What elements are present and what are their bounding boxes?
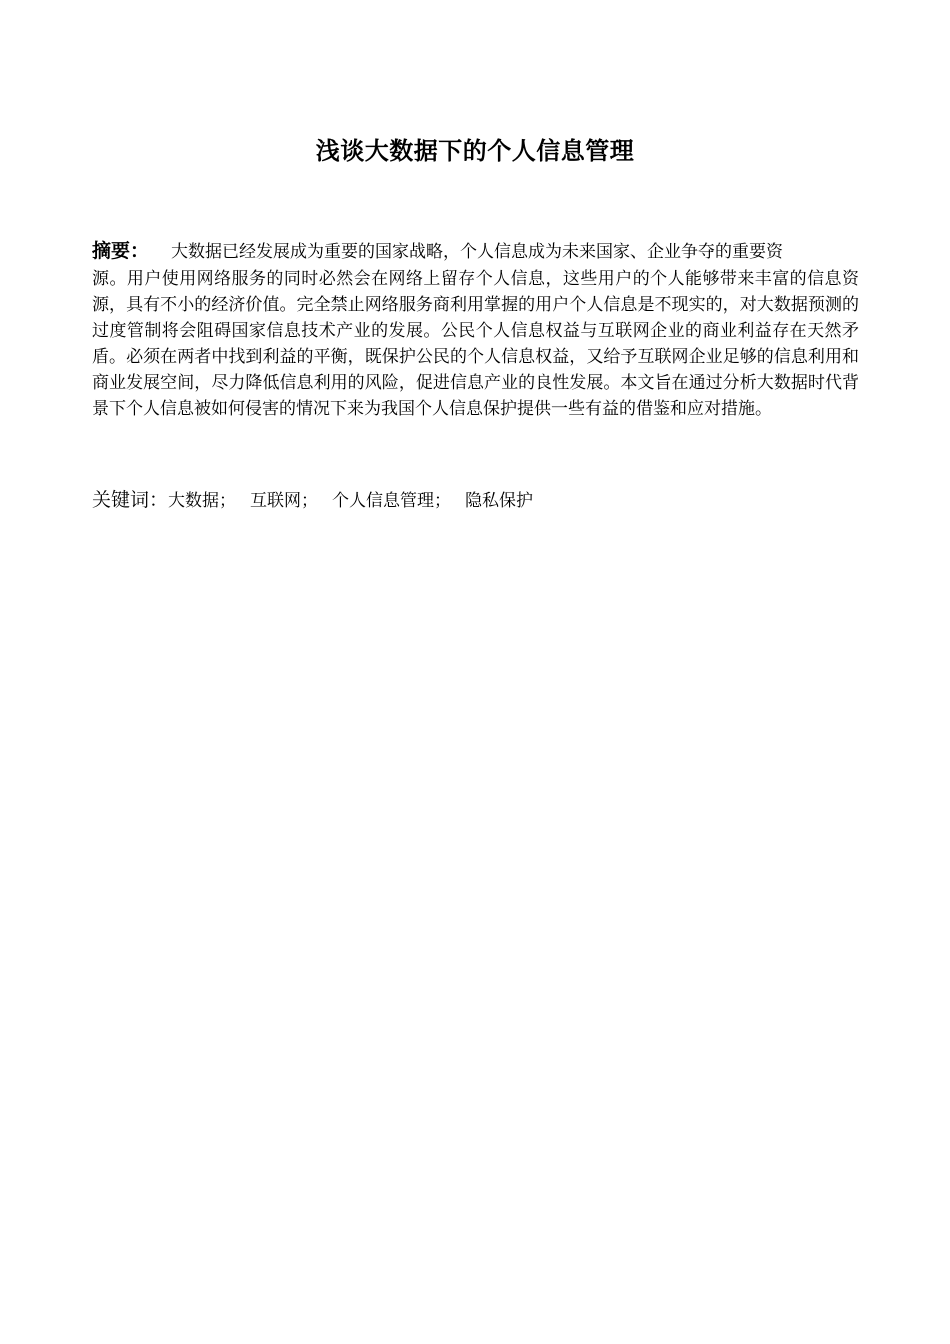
abstract-text: 源。用户使用网络服务的同时必然会在网络上留存个人信息，这些用户的个人能够带来丰富的信息资源，具有不小的经济价值。完全禁止网络服务商利用掌握的用户个人信息是不现实的，对大数据预测的过度管制将会阻碍国家信息技术产业的发展。公民个人信息权益与互联网企业的商业利益存在天然矛盾。必须在两者中找到利益的平衡，既保护公民的个人信息权益，又给予互联网企业足够的信息利用和商业发展空间，尽力降低信息利用的风险，促进信息产业的良性发展。本文旨在通过分析大数据时代背景下个人信息被如何侵害的情况下来为我国个人信息保护提供一些有益的借鉴和应对措施。 bbox=[92, 269, 859, 419]
keyword-item: 隐私保护 bbox=[465, 491, 534, 511]
keywords-section bbox=[92, 486, 859, 515]
keyword-item: 互联网； bbox=[250, 491, 319, 511]
keywords-label: 关键词： bbox=[92, 489, 169, 511]
keyword-item: 个人信息管理； bbox=[332, 491, 452, 511]
abstract-first-line-text: 大数据已经发展成为重要的国家战略，个人信息成为未来国家、企业争夺的重要资 bbox=[171, 242, 784, 262]
keyword-item: 大数据； bbox=[168, 491, 237, 511]
abstract-first-line bbox=[92, 236, 859, 266]
document-title: 浅谈大数据下的个人信息管理 bbox=[315, 137, 635, 165]
abstract-label: 摘要： bbox=[92, 240, 150, 262]
abstract-section bbox=[92, 236, 859, 422]
